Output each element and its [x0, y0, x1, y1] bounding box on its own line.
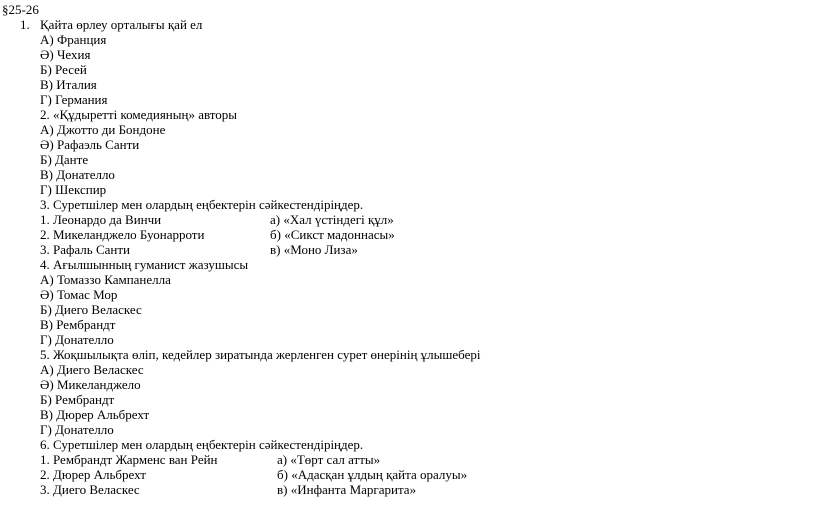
- question-6-pair-2: [40, 467, 816, 482]
- question-4-option-v: В) Рембрандт: [40, 317, 116, 332]
- question-6-title: 6. Суретшілер мен олардың еңбектерін сәйкестендіріңдер.: [40, 437, 364, 452]
- question-1-title-row: [20, 17, 816, 32]
- pair-right: в) «Моно Лиза»: [270, 242, 358, 257]
- question-4-option-b: Б) Диего Веласкес: [40, 302, 142, 317]
- pair-right: а) «Хал үстіндегі құл»: [270, 212, 394, 227]
- question-3-title: 3. Суретшілер мен олардың еңбектерін сәйкестендіріңдер.: [40, 197, 364, 212]
- pair-left: 2. Дюрер Альбрехт: [40, 467, 146, 482]
- question-1-option-v: В) Италия: [40, 77, 97, 92]
- pair-right: в) «Инфанта Маргарита»: [277, 482, 417, 497]
- question-5-option-a: А) Диего Веласкес: [40, 362, 144, 377]
- question-5-title: 5. Жоқшылықта өліп, кедейлер зиратында жерленген сурет өнерінің ұлышебері: [40, 347, 481, 362]
- question-2-option-a2: Ә) Рафаэль Санти: [40, 137, 140, 152]
- question-2-option-v: В) Донателло: [40, 167, 115, 182]
- question-2-title: 2. «Құдыретті комедияның» авторы: [40, 107, 238, 122]
- question-1-title: Қайта өрлеу орталығы қай ел: [40, 17, 203, 32]
- pair-left: 3. Диего Веласкес: [40, 482, 140, 497]
- question-2-option-g: Г) Шекспир: [40, 182, 107, 197]
- question-5-option-g: Г) Донателло: [40, 422, 114, 437]
- question-5-option-b: Б) Рембрандт: [40, 392, 115, 407]
- question-3-pair-3: [40, 242, 816, 257]
- pair-right: а) «Төрт сал атты»: [277, 452, 381, 467]
- question-1-option-g: Г) Германия: [40, 92, 108, 107]
- question-4-option-g: Г) Донателло: [40, 332, 114, 347]
- question-3-pair-2: [40, 227, 816, 242]
- document-body: [20, 17, 816, 497]
- question-6-pair-1: [40, 452, 816, 467]
- question-1-option-a2: Ә) Чехия: [40, 47, 91, 62]
- pair-right: б) «Сикст мадоннасы»: [270, 227, 395, 242]
- question-1-option-b: Б) Ресей: [40, 62, 87, 77]
- question-2-option-b: Б) Данте: [40, 152, 89, 167]
- section-header: §25-26: [2, 2, 39, 17]
- list-marker: 1.: [20, 17, 30, 32]
- pair-left: 2. Микеланджело Буонарроти: [40, 227, 205, 242]
- pair-left: 1. Рембрандт Жарменс ван Рейн: [40, 452, 218, 467]
- question-6-pair-3: [40, 482, 816, 497]
- pair-left: 1. Леонардо да Винчи: [40, 212, 162, 227]
- pair-right: б) «Адасқан ұлдың қайта оралуы»: [277, 467, 468, 482]
- pair-left: 3. Рафаль Санти: [40, 242, 131, 257]
- question-2-option-a: А) Джотто ди Бондоне: [40, 122, 166, 137]
- question-5-option-v: В) Дюрер Альбрехт: [40, 407, 150, 422]
- question-4-option-a: А) Томаззо Кампанелла: [40, 272, 171, 287]
- question-4-option-a2: Ә) Томас Мор: [40, 287, 118, 302]
- question-3-pair-1: [40, 212, 816, 227]
- question-4-title: 4. Ағылшынның гуманист жазушысы: [40, 257, 249, 272]
- question-5-option-a2: Ә) Микеланджело: [40, 377, 141, 392]
- question-1-option-a: А) Франция: [40, 32, 107, 47]
